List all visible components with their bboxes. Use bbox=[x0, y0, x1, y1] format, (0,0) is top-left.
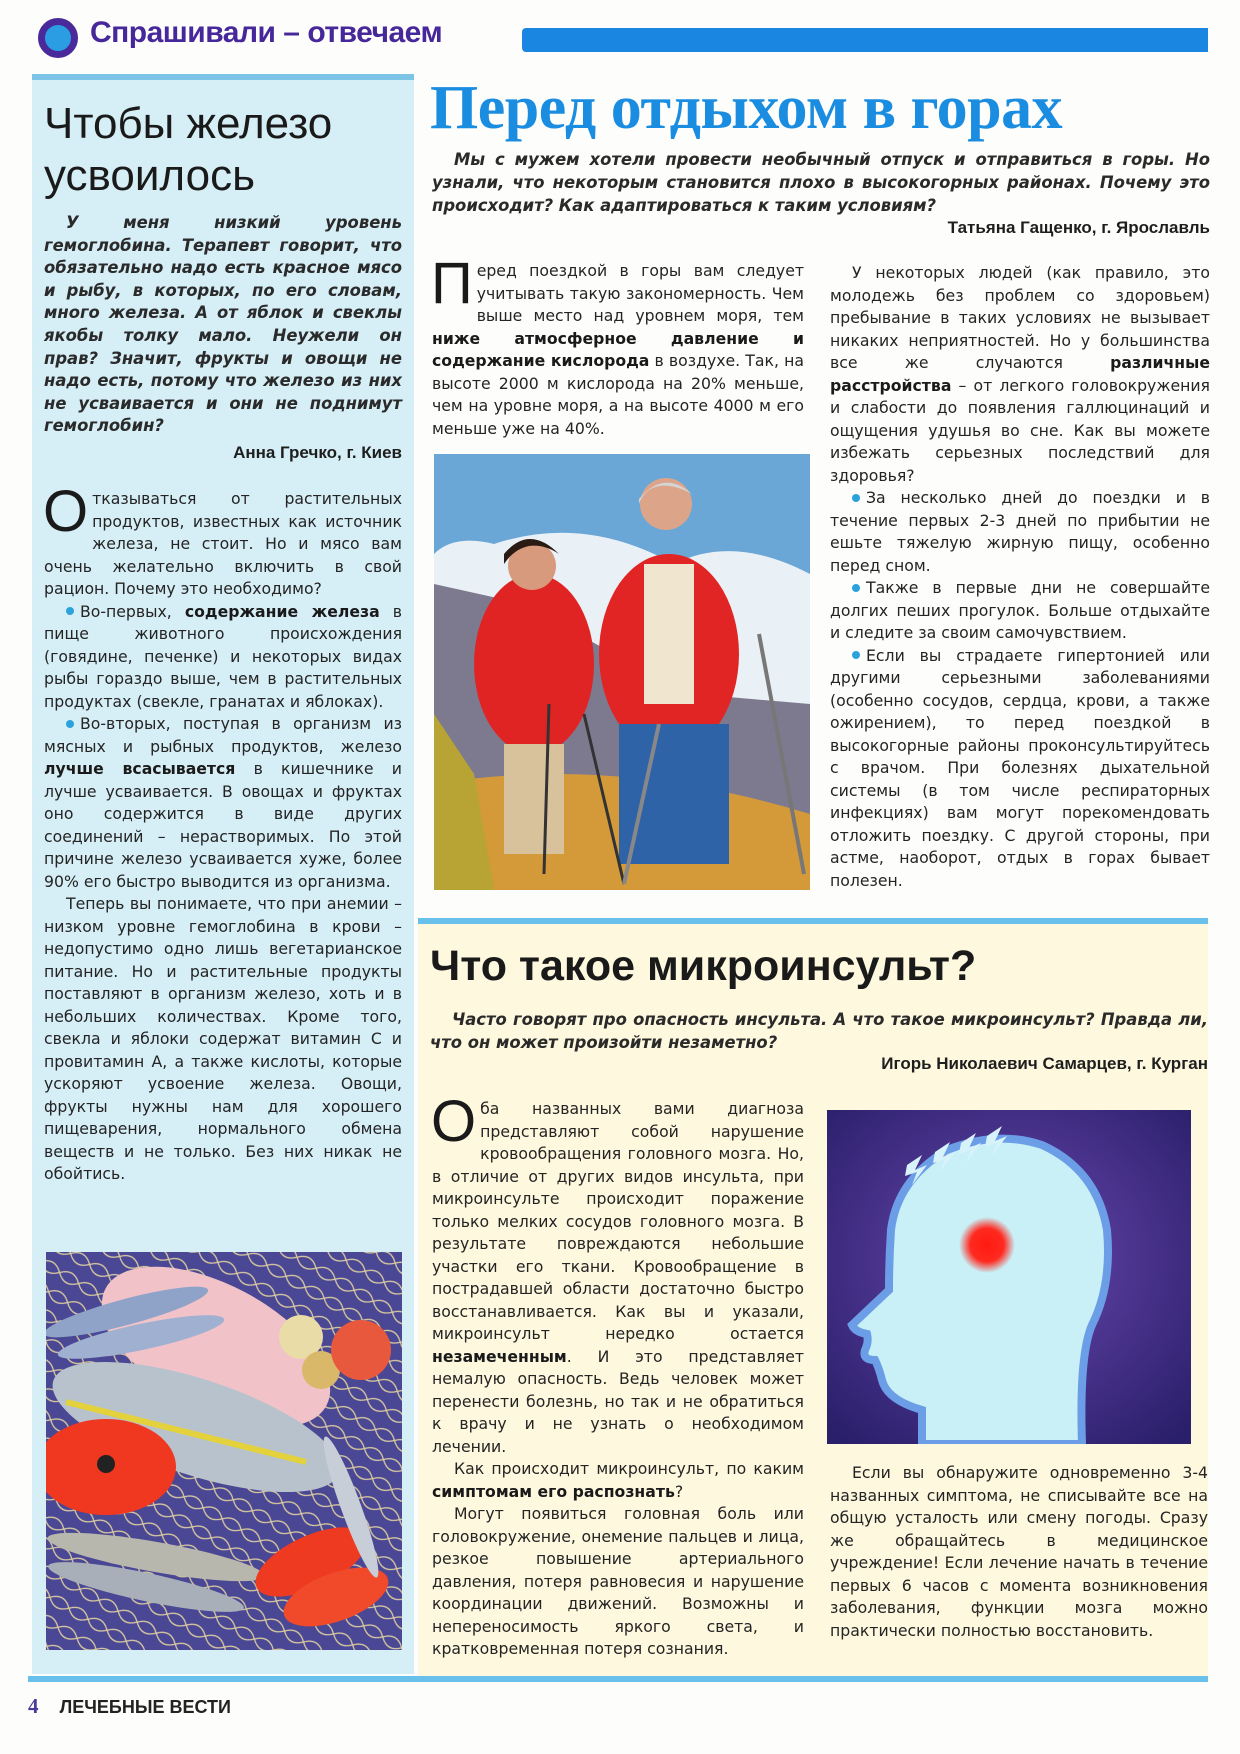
paragraph: Как происходит микроинсульт, по каким симптомам его распознать? bbox=[432, 1459, 804, 1501]
page-footer bbox=[28, 1694, 231, 1724]
fish-photo-illustration bbox=[46, 1252, 402, 1650]
stroke-article-column-2 bbox=[830, 1462, 1208, 1642]
stroke-article-column-1 bbox=[431, 1089, 804, 1661]
bullet-item: За несколько дней до поездки и в течение первых 2-3 дней по прибытии не ешьте тяжелую жирную пищу, особенно перед сном. bbox=[830, 488, 1210, 575]
bullet-item: Если вы страдаете гипертонией или другими серьезными заболеваниями (особенно сосудов, сердца, крови, а также ожирением), то перед поездкой в высокогорные районы проконсультируйтесь с врачом. При болезнях дыхательной системы (в том числе респираторных инфекциях) вам могут порекомендовать отложить поездку. С другой стороны, при астме, наоборот, отдых в горах бывает полезен. bbox=[830, 645, 1210, 890]
section-header bbox=[38, 14, 1208, 62]
bullet-icon bbox=[66, 607, 74, 615]
bullet-item: Во-вторых, поступая в организм из мясных и рыбных продуктов, железо лучше всасывается в кишечнике и лучше усваивается. В овощах и фруктах оно содержится в виде других соединений – нерастворимых. По этой причине железо усваивается хуже, более 90% его быстро выводится из организма. bbox=[44, 714, 402, 891]
paragraph: Отказываться от растительных продуктов, известных как источник железа, не стоит. Но и мясо вам очень желательно включить в свой рацион. Почему это необходимо? bbox=[43, 479, 402, 598]
bullet-icon bbox=[852, 494, 860, 502]
fish-photo bbox=[46, 1252, 402, 1650]
bullet-icon bbox=[852, 584, 860, 592]
head-illustration bbox=[827, 1110, 1191, 1444]
iron-article-body bbox=[43, 479, 402, 1186]
rubric-circle-icon bbox=[38, 18, 78, 58]
dropcap: О bbox=[43, 479, 89, 544]
head-brain-illustration bbox=[827, 1110, 1191, 1444]
magazine-name: ЛЕЧЕБНЫЕ ВЕСТИ bbox=[59, 1697, 231, 1717]
rubric-bar bbox=[522, 28, 1208, 52]
dropcap: О bbox=[431, 1089, 477, 1154]
paragraph: Теперь вы понимаете, что при анемии – низком уровне гемоглобина в крови – недопустимо одно лишь вегетарианское питание. Но и растительные продукты поставляют в организм железо, хоть и в небольших количествах. Кроме того, свекла и яблоки содержат витамин С и провитамин А, а также кислоты, которые ускоряют усвоение железа. Овощи, фрукты нужны нам для хорошего пищеварения, нормального обмена веществ и не только. Без них никак не обойтись. bbox=[44, 894, 402, 1183]
dropcap: П bbox=[431, 251, 473, 316]
iron-article-question: У меня низкий уровень гемоглобина. Терапевт говорит, что обязательно надо есть красное мясо и рыбу, в которых, по его словам, много железа. А от яблок и свеклы якобы толку мало. Неужели он прав? Значит, фрукты и овощи не надо есть, потому что железо из них не усваивается и они не поднимут гемоглобин? bbox=[44, 213, 402, 436]
stroke-article-title: Что такое микроинсульт? bbox=[430, 942, 977, 990]
page-number: 4 bbox=[28, 1694, 39, 1718]
bullet-item: Также в первые дни не совершайте долгих пеших прогулок. Больше отдыхайте и следите за своим самочувствием. bbox=[830, 578, 1210, 642]
stroke-article-question: Часто говорят про опасность инсульта. А что такое микроинсульт? Правда ли, что он может произойти незаметно? bbox=[430, 1010, 1208, 1052]
mountain-article-title: Перед отдыхом в горах bbox=[430, 74, 1063, 142]
iron-article-author: Анна Гречко, г. Киев bbox=[233, 443, 402, 462]
bullet-icon bbox=[852, 651, 860, 659]
iron-article-title: Чтобы железо усвоилось bbox=[44, 99, 333, 200]
mountain-article-question: Мы с мужем хотели провести необычный отпуск и отправиться в горы. Но узнали, что некоторым становится плохо в высокогорных районах. Почему это происходит? Как адаптироваться к таким условиям? bbox=[432, 150, 1210, 215]
mountain-article-column-1 bbox=[431, 251, 804, 440]
paragraph: Перед поездкой в горы вам следует учитывать такую закономерность. Чем выше место над уровнем моря, тем ниже атмосферное давление и содержание кислорода в воздухе. Так, на высоте 2000 м кислорода на 20% меньше, чем на уровне моря, а на высоте 4000 м его меньше уже на 40%. bbox=[431, 251, 804, 438]
mountain-article-column-2 bbox=[830, 262, 1210, 892]
stroke-article-author: Игорь Николаевич Самарцев, г. Курган bbox=[881, 1054, 1208, 1073]
paragraph: Если вы обнаружите одновременно 3-4 названных симптома, не списывайте все на общую усталость или смену погоды. Сразу же обращайтесь в медицинское учреждение! Если лечение начать в течение первых 6 часов с момента возникновения заболевания, функции мозга можно практически полностью восстановить. bbox=[830, 1463, 1208, 1640]
bullet-item: Во-первых, содержание железа в пище животного происхождения (говядине, печенке) и некоторых видах рыбы гораздо выше, чем в растительных продуктах (свекле, гранатах и яблоках). bbox=[44, 601, 402, 711]
rubric-title: Спрашивали – отвечаем bbox=[90, 16, 443, 49]
mountain-article-author: Татьяна Гащенко, г. Ярославль bbox=[947, 218, 1210, 237]
hikers-photo-illustration bbox=[434, 454, 810, 890]
paragraph: Могут появиться головная боль или головокружение, онемение пальцев и лица, резкое повышение артериального давления, потеря равновесия и нарушение координации движений. Возможны и непереносимость яркого света, и кратковременная потеря сознания. bbox=[432, 1504, 804, 1658]
paragraph: У некоторых людей (как правило, это молодежь без проблем со здоровьем) пребывание в таких условиях не вызывает никаких неприятностей. Но у большинства все же случаются различные расстройства – от легкого головокружения и слабости до появления галлюцинаций и ощущения удушья во сне. Как вы можете избежать серьезных последствий для здоровья? bbox=[830, 263, 1210, 485]
bottom-rule bbox=[28, 1676, 1208, 1682]
paragraph: Оба названных вами диагноза представляют собой нарушение кровообращения головного мозга. Но, в отличие от других видов инсульта, при микроинсульте происходит поражение только мелких сосудов головного мозга. В результате повреждаются небольшие участки его ткани. Кровообращение в пострадавшей области достаточно быстро восстанавливается. Как вы и указали, микроинсульт нередко остается незамеченным. И это представляет немалую опасность. Ведь человек может перенести болезнь, но так и не обратиться к врачу и не узнать о необходимом лечении. bbox=[431, 1089, 804, 1456]
bullet-icon bbox=[66, 720, 74, 728]
hikers-photo bbox=[434, 454, 810, 890]
